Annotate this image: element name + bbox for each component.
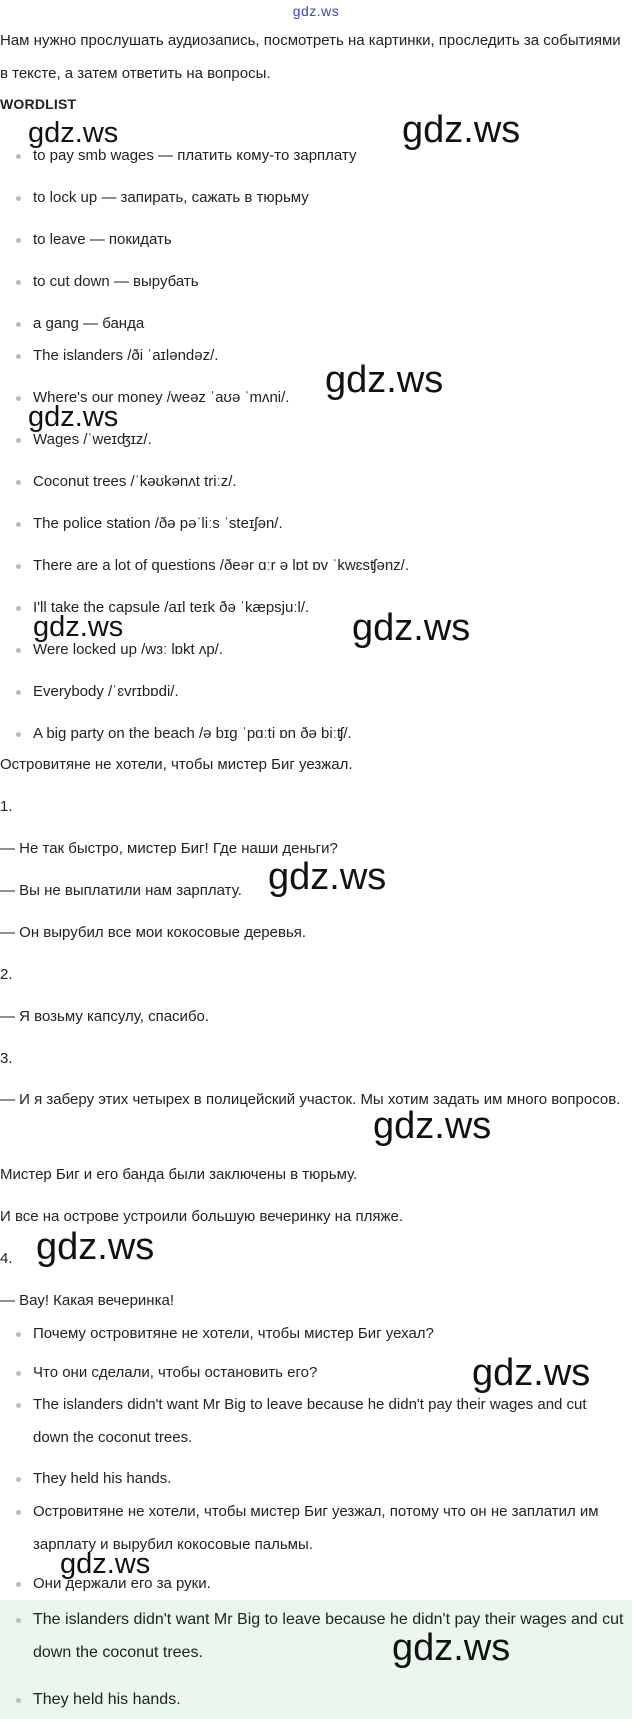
watermark-text: gdz.ws (325, 359, 444, 401)
story-line: 3. (0, 1050, 13, 1067)
bullet-icon (16, 1477, 21, 1482)
list-item: to cut down — вырубать (16, 265, 626, 299)
list-item: A big party on the beach /ə bɪg ˈpɑːti ɒn ðə biːʧ/. (16, 717, 626, 751)
list-item: Everybody /ˈɛvrɪbɒdi/. (16, 675, 626, 709)
bullet-icon (16, 648, 21, 653)
bullet-icon (16, 154, 21, 159)
bullet-icon (16, 732, 21, 737)
bullet-icon (16, 1332, 21, 1337)
bullet-icon (16, 1582, 21, 1587)
list-item: I'll take the capsule /aɪl teɪk ðə ˈkæpsjuːl/. (16, 591, 626, 625)
bullet-icon (16, 238, 21, 243)
question-item: Почему островитяне не хотели, чтобы мистер Биг уехал? (16, 1317, 626, 1351)
list-item: The islanders /ði ˈaɪləndəz/. (16, 339, 626, 373)
story-line: — И я заберу этих четырех в полицейский участок. Мы хотим задать им много вопросов. (0, 1091, 621, 1108)
watermark-text: gdz.ws (33, 611, 124, 643)
story-line: — Вы не выплатили нам зарплату. (0, 882, 242, 899)
question-item: Они держали его за руки. (16, 1567, 626, 1601)
bullet-icon (16, 480, 21, 485)
watermark-text: gdz.ws (36, 1226, 155, 1268)
bullet-icon (16, 396, 21, 401)
intro-text: Нам нужно прослушать аудиозапись, посмотреть на картинки, проследить за событиями в тексте, а затем ответить на вопросы. (0, 32, 621, 82)
question-item: They held his hands. (16, 1462, 626, 1496)
story-line: Островитяне не хотели, чтобы мистер Биг уезжал. (0, 756, 353, 773)
list-item: Coconut trees /ˈkəʊkənʌt triːz/. (16, 465, 626, 499)
watermark-text: gdz.ws (352, 607, 471, 649)
bullet-icon (16, 1618, 21, 1623)
story-line: — Вау! Какая вечеринка! (0, 1292, 174, 1309)
bullet-icon (16, 606, 21, 611)
wordlist-heading: WORDLIST (0, 96, 77, 112)
watermark-text: gdz.ws (373, 1105, 492, 1147)
bullet-icon (16, 690, 21, 695)
bullet-icon (16, 196, 21, 201)
list-item: Where's our money /weəz ˈaʊə ˈmʌni/. (16, 381, 626, 415)
bullet-icon (16, 1371, 21, 1376)
bullet-icon (16, 522, 21, 527)
watermark-text: gdz.ws (392, 1627, 511, 1669)
list-item: Were locked up /wɜː lɒkt ʌp/. (16, 633, 626, 667)
question-item: Что они сделали, чтобы остановить его? (16, 1356, 626, 1390)
list-item: The police station /ðə pəˈliːs ˈsteɪʃən/. (16, 507, 626, 541)
story-line: — Не так быстро, мистер Биг! Где наши деньги? (0, 840, 338, 857)
watermark-text: gdz.ws (472, 1352, 591, 1394)
story-line: 1. (0, 798, 13, 815)
answer-item: They held his hands. (16, 1683, 626, 1717)
list-item: to leave — покидать (16, 223, 626, 257)
site-logo[interactable]: gdz.ws (292, 3, 340, 19)
bullet-icon (16, 1403, 21, 1408)
bullet-icon (16, 322, 21, 327)
story-line: И все на острове устроили большую вечеринку на пляже. (0, 1208, 403, 1225)
story-line: 2. (0, 966, 13, 983)
list-item: Wages /ˈweɪʤɪz/. (16, 423, 626, 457)
watermark-text: gdz.ws (60, 1548, 151, 1580)
watermark-text: gdz.ws (28, 401, 119, 433)
bullet-icon (16, 438, 21, 443)
question-item: The islanders didn't want Mr Big to leave because he didn't pay their wages and cut down the coconut trees. (16, 1388, 625, 1454)
story-line: 4. (0, 1250, 13, 1267)
watermark-text: gdz.ws (268, 856, 387, 898)
list-item: a gang — банда (16, 307, 626, 341)
list-item: to lock up — запирать, сажать в тюрьму (16, 181, 626, 215)
bullet-icon (16, 354, 21, 359)
story-line: — Он вырубил все мои кокосовые деревья. (0, 924, 307, 941)
story-line: Мистер Биг и его банда были заключены в тюрьму. (0, 1166, 358, 1183)
bullet-icon (16, 1510, 21, 1515)
bullet-icon (16, 564, 21, 569)
question-item: Островитяне не хотели, чтобы мистер Биг уезжал, потому что он не заплатил им зарплату и вырубил кокосовые пальмы. (16, 1495, 625, 1561)
bullet-icon (16, 1698, 21, 1703)
bullet-icon (16, 280, 21, 285)
story-line: — Я возьму капсулу, спасибо. (0, 1008, 210, 1025)
answer-item: The islanders didn't want Mr Big to leave because he didn't pay their wages and cut down the coconut trees. (16, 1603, 625, 1669)
watermark-text: gdz.ws (402, 109, 521, 151)
list-item: to pay smb wages — платить кому-то зарплату (16, 139, 626, 173)
list-item: There are a lot of questions /ðeər ɑːr ə lɒt ɒv ˈkwɛsʧənz/. (16, 549, 626, 583)
watermark-text: gdz.ws (28, 117, 119, 149)
